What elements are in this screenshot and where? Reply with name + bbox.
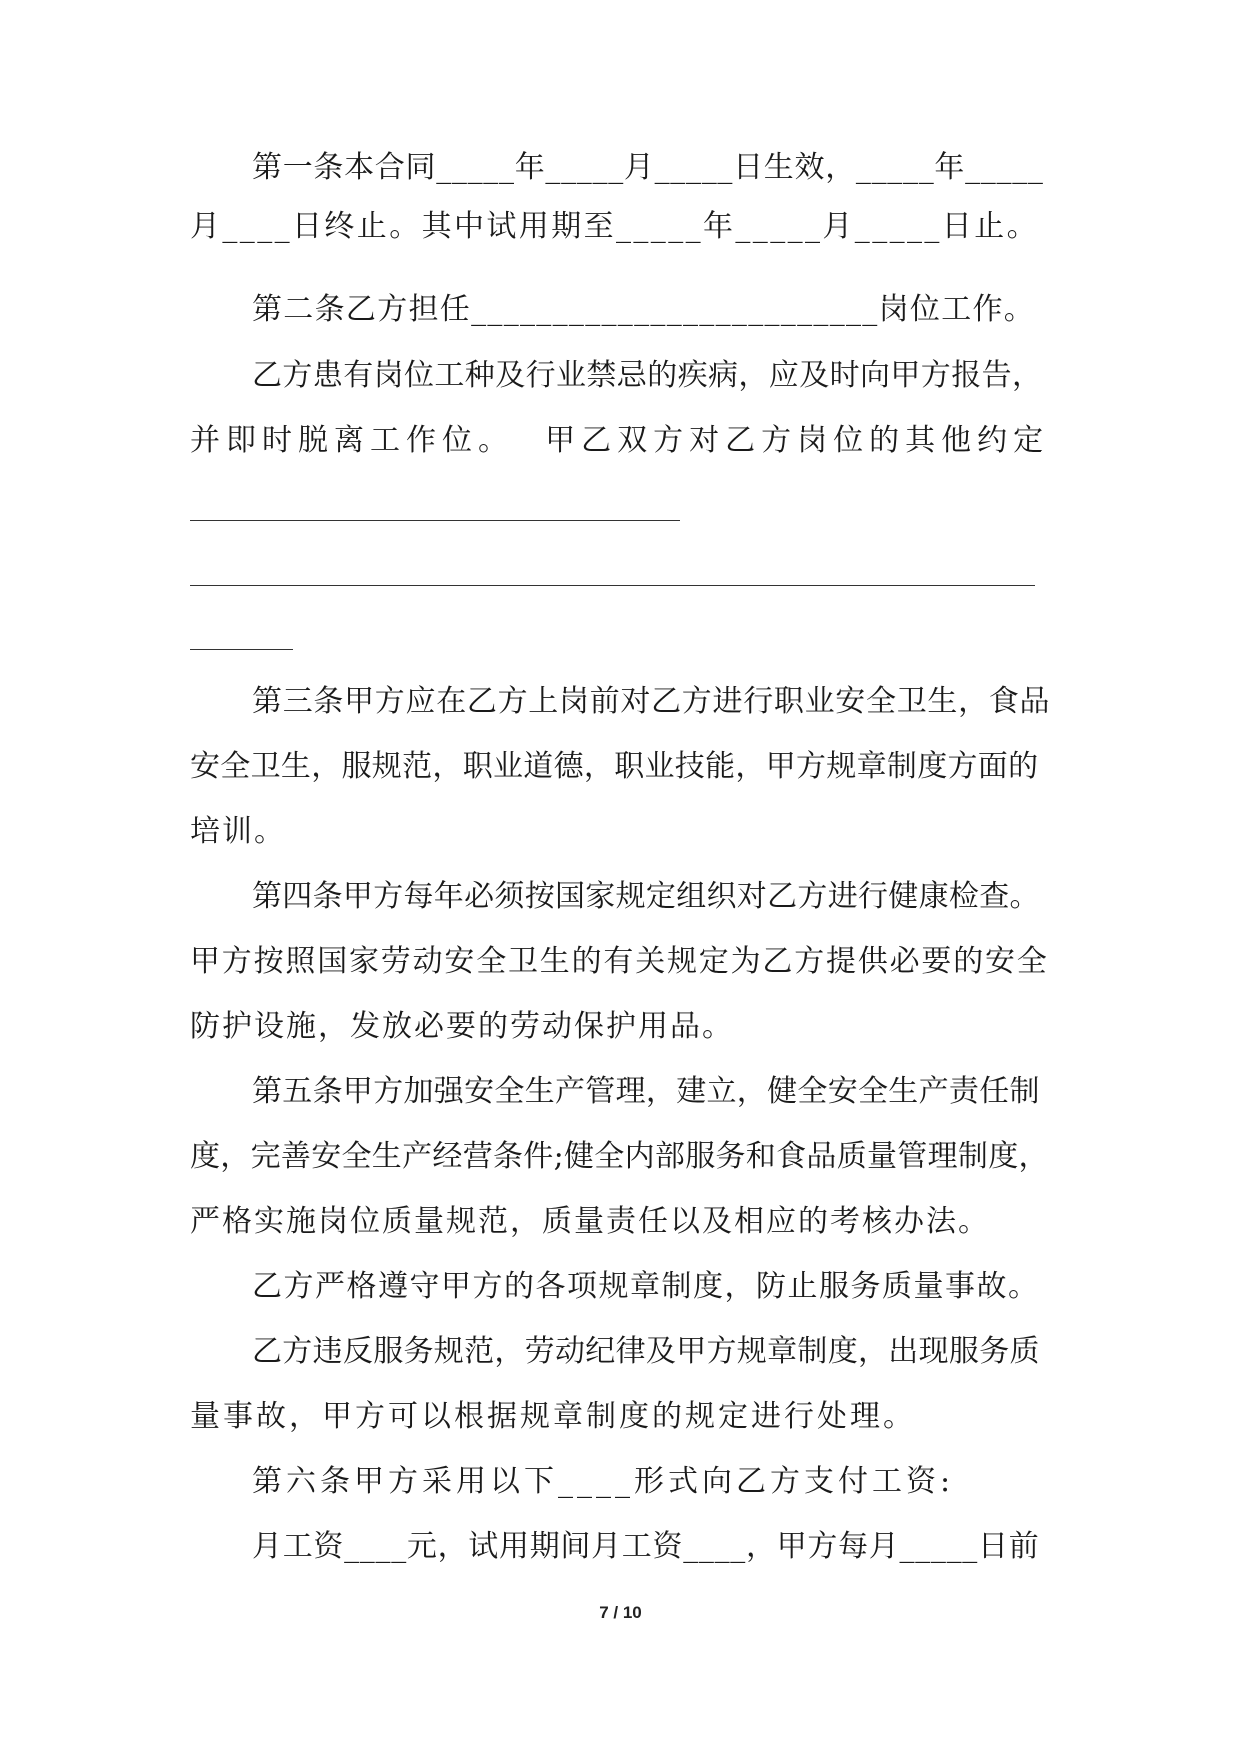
- text-line: 第二条乙方担任_________________________岗位工作。: [252, 292, 1036, 327]
- text-line: 第三条甲方应在乙方上岗前对乙方进行职业安全卫生，食品: [252, 684, 1051, 719]
- text-line: 度，完善安全生产经营条件;健全内部服务和食品质量管理制度，: [190, 1139, 1049, 1174]
- text-line: 月工资____元，试用期间月工资____，甲方每月_____日前: [252, 1529, 1040, 1564]
- text-line: 乙方严格遵守甲方的各项规章制度，防止服务质量事故。: [252, 1269, 1040, 1304]
- blank-rule: [190, 520, 680, 521]
- text-line: 并即时脱离工作位。 甲乙双方对乙方岗位的其他约定: [190, 423, 1050, 458]
- text-line: 第五条甲方加强安全生产管理，建立，健全安全生产责任制: [252, 1074, 1040, 1109]
- blank-rule: [190, 649, 293, 650]
- text-line: 乙方患有岗位工种及行业禁忌的疾病，应及时向甲方报告，: [252, 358, 1043, 393]
- text-line: 严格实施岗位质量规范，质量责任以及相应的考核办法。: [190, 1204, 990, 1239]
- text-line: 量事故，甲方可以根据规章制度的规定进行处理。: [190, 1399, 916, 1434]
- text-line: 安全卫生，服规范，职业道德，职业技能，甲方规章制度方面的: [190, 749, 1039, 784]
- text-line: 第一条本合同_____年_____月_____日生效，_____年_____: [252, 150, 1044, 185]
- blank-rule: [190, 585, 1035, 586]
- text-line: 防护设施，发放必要的劳动保护用品。: [190, 1009, 734, 1044]
- text-line: 月____日终止。其中试用期至_____年_____月_____日止。: [190, 209, 1039, 244]
- text-line: 第四条甲方每年必须按国家规定组织对乙方进行健康检查。: [252, 879, 1040, 914]
- text-line: 培训。: [190, 814, 286, 849]
- text-line: 甲方按照国家劳动安全卫生的有关规定为乙方提供必要的安全: [190, 944, 1049, 979]
- text-line: 第六条甲方采用以下____形式向乙方支付工资:: [252, 1464, 955, 1499]
- page-number: 7 / 10: [599, 1603, 642, 1622]
- text-line: 乙方违反服务规范，劳动纪律及甲方规章制度，出现服务质: [252, 1334, 1040, 1369]
